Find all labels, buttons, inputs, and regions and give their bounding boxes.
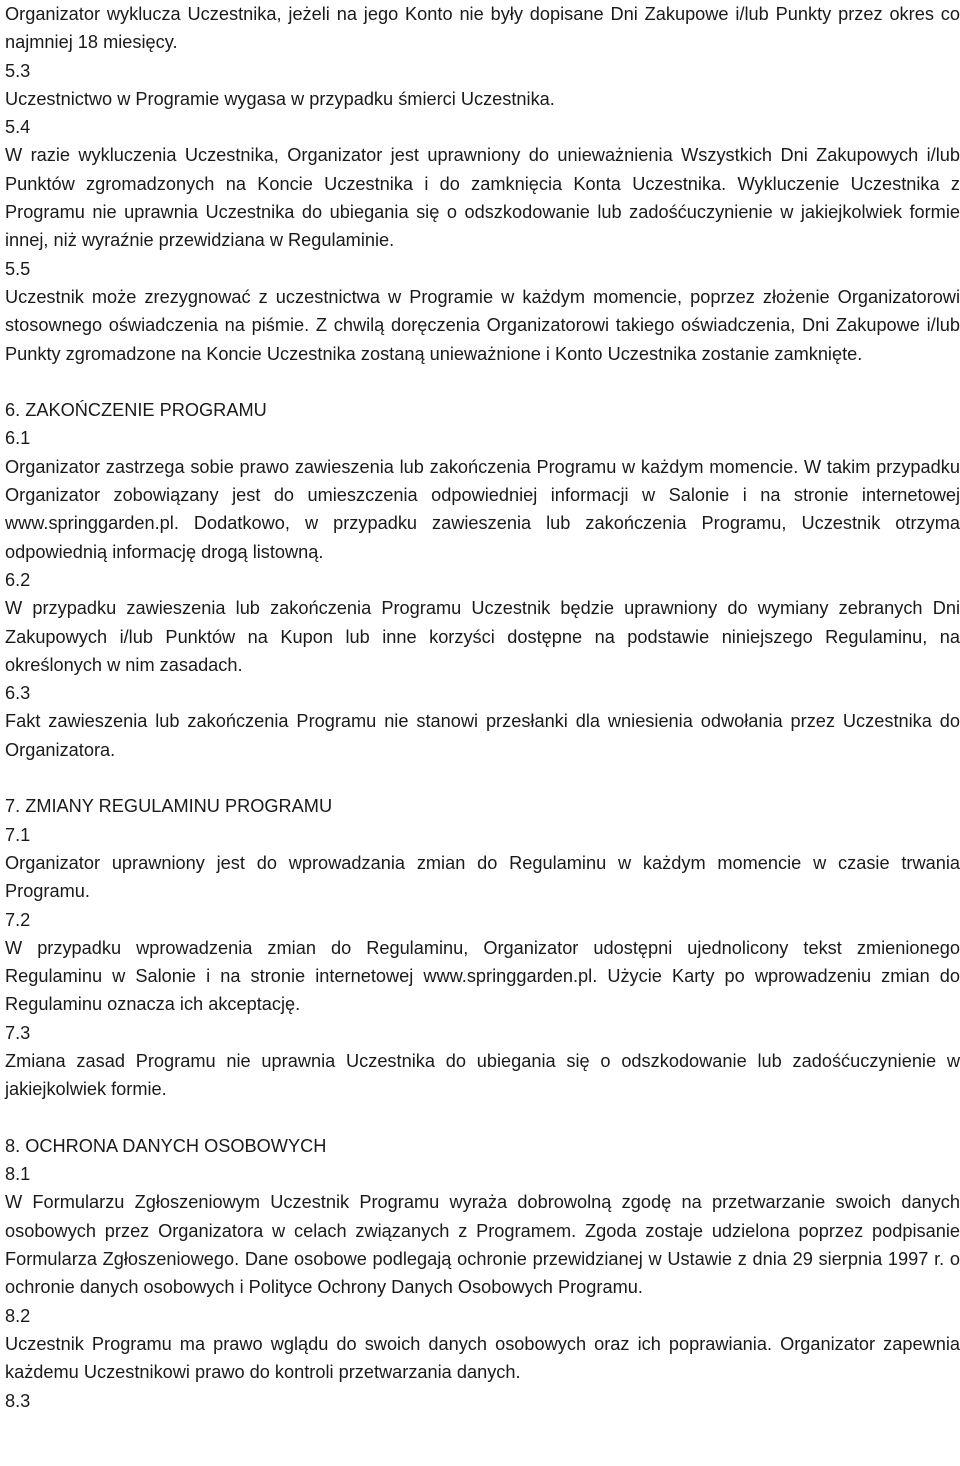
clause-paragraph: Uczestnik może zrezygnować z uczestnictwa w Programie w każdym momencie, poprzez złożenie Organizatorowi stosownego oświadczenia na piśmie. Z chwilą doręczenia Organizatorowi takiego oświadczenia, Dni Zakupowe i/lub Punkty zgromadzone na Koncie Uczestnika zostaną unieważnione i Konto Uczestnika zostanie zamknięte.: [5, 286, 960, 364]
clause-number: 8.2: [5, 1305, 31, 1326]
clause-number: 6.1: [5, 428, 31, 449]
clause-number: 7.1: [5, 824, 31, 845]
section-spacer: [5, 1104, 960, 1132]
clause-number: 8.1: [5, 1164, 31, 1185]
clause-paragraph: W Formularzu Zgłoszeniowym Uczestnik Programu wyraża dobrowolną zgodę na przetwarzanie swoich danych osobowych przez Organizatora w celach związanych z Programem. Zgoda zostaje udzielona poprzez podpisanie Formularza Zgłoszeniowego. Dane osobowe podlegają ochronie przewidzianej w Ustawie z dnia 29 sierpnia 1997 r. o ochronie danych osobowych i Polityce Ochrony Danych Osobowych Programu.: [5, 1192, 960, 1298]
section-heading: 6. ZAKOŃCZENIE PROGRAMU: [5, 400, 267, 421]
clause-paragraph: Uczestnik Programu ma prawo wglądu do swoich danych osobowych oraz ich poprawiania. Organizator zapewnia każdemu Uczestnikowi prawo do kontroli przetwarzania danych.: [5, 1333, 960, 1383]
clause-paragraph: W przypadku zawieszenia lub zakończenia Programu Uczestnik będzie uprawniony do wymiany zebranych Dni Zakupowych i/lub Punktów na Kupon lub inne korzyści dostępne na podstawie niniejszego Regulaminu, na określonych w nim zasadach.: [5, 598, 960, 675]
clause-paragraph: W razie wykluczenia Uczestnika, Organizator jest uprawniony do unieważnienia Wszystkich Dni Zakupowych i/lub Punktów zgromadzonych na Koncie Uczestnika i do zamknięcia Konta Uczestnika. Wykluczenie Uczestnika z Programu nie uprawnia Uczestnika do ubiegania się o odszkodowanie lub zadośćuczynienie w jakiejkolwiek formie innej, niż wyraźnie przewidziana w Regulaminie.: [5, 145, 960, 251]
clause-paragraph: Uczestnictwo w Programie wygasa w przypadku śmierci Uczestnika.: [5, 88, 555, 109]
clause-number: 7.2: [5, 909, 31, 930]
clause-number: 6.2: [5, 569, 31, 590]
clause-number: 5.4: [5, 117, 31, 138]
clause-number: 7.3: [5, 1022, 31, 1043]
section-spacer: [5, 368, 960, 396]
document-body: [5, 0, 960, 1415]
clause-paragraph: W przypadku wprowadzenia zmian do Regulaminu, Organizator udostępni ujednolicony tekst zmienionego Regulaminu w Salonie i na stronie internetowej www.springgarden.pl. Użycie Karty po wprowadzeniu zmian do Regulaminu oznacza ich akceptację.: [5, 937, 960, 1015]
clause-number: 6.3: [5, 683, 31, 704]
section-heading: 7. ZMIANY REGULAMINU PROGRAMU: [5, 796, 333, 817]
section-spacer: [5, 764, 960, 792]
clause-paragraph: Organizator zastrzega sobie prawo zawieszenia lub zakończenia Programu w każdym momencie. W takim przypadku Organizator zobowiązany jest do umieszczenia odpowiedniej informacji w Salonie i na stronie internetowej www.springgarden.pl. Dodatkowo, w przypadku zawieszenia lub zakończenia Programu, Uczestnik otrzyma odpowiednią informację drogą listowną.: [5, 456, 960, 562]
clause-paragraph: Organizator wyklucza Uczestnika, jeżeli na jego Konto nie były dopisane Dni Zakupowe i/lub Punkty przez okres co najmniej 18 miesięcy.: [5, 4, 960, 53]
clause-paragraph: Organizator uprawniony jest do wprowadzania zmian do Regulaminu w każdym momencie w czasie trwania Programu.: [5, 852, 960, 902]
clause-number: 8.3: [5, 1390, 31, 1411]
clause-number: 5.3: [5, 60, 31, 81]
section-heading: 8. OCHRONA DANYCH OSOBOWYCH: [5, 1135, 327, 1156]
clause-paragraph: Zmiana zasad Programu nie uprawnia Uczestnika do ubiegania się o odszkodowanie lub zadośćuczynienie w jakiejkolwiek formie.: [5, 1050, 960, 1100]
clause-number: 5.5: [5, 258, 31, 279]
clause-paragraph: Fakt zawieszenia lub zakończenia Programu nie stanowi przesłanki dla wniesienia odwołania przez Uczestnika do Organizatora.: [5, 711, 960, 760]
